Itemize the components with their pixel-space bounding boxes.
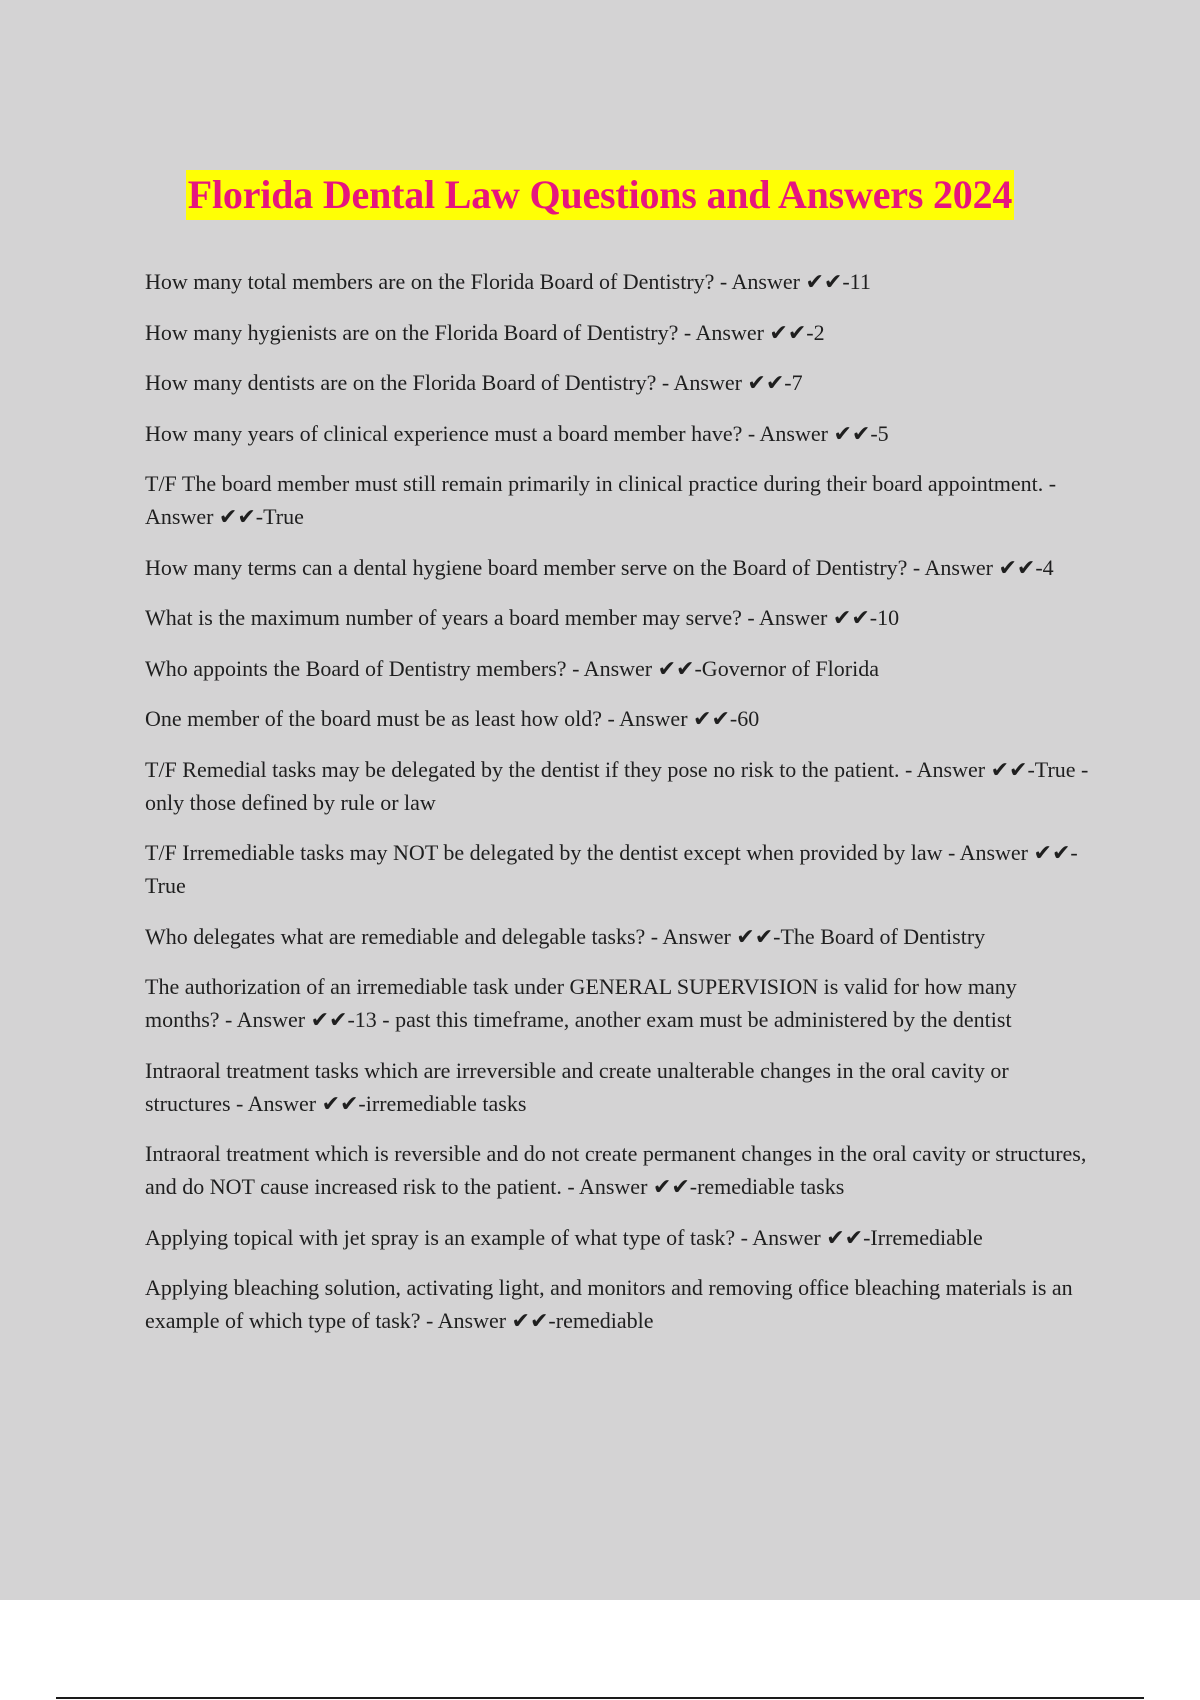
qa-item: How many total members are on the Florida Board of Dentistry? - Answer ✔✔-11 (145, 269, 871, 294)
qa-item: Intraoral treatment tasks which are irreversible and create unalterable changes in the oral cavity or structures - Answer ✔✔-irremediable tasks (145, 1057, 1009, 1116)
qa-item: One member of the board must be as least how old? - Answer ✔✔-60 (145, 706, 760, 731)
qa-item: Intraoral treatment which is reversible and do not create permanent changes in the oral cavity or structures, and do NOT cause increased risk to the patient. - Answer ✔✔-remediable tasks (145, 1141, 1087, 1199)
qa-item: T/F The board member must still remain primarily in clinical practice during their board appointment. - Answer ✔✔-True (145, 471, 1057, 529)
qa-item: Applying topical with jet spray is an example of what type of task? - Answer ✔✔-Irremediable (145, 1224, 983, 1250)
qa-item: How many dentists are on the Florida Board of Dentistry? - Answer ✔✔-7 (145, 370, 803, 395)
qa-item: Applying bleaching solution, activating light, and monitors and removing office bleaching materials is an example of which type of task? - Answer ✔✔-remediable (145, 1275, 1073, 1333)
qa-item: How many years of clinical experience must a board member have? - Answer ✔✔-5 (145, 420, 889, 446)
qa-item: What is the maximum number of years a board member may serve? - Answer ✔✔-10 (145, 605, 900, 630)
qa-item: The authorization of an irremediable task under GENERAL SUPERVISION is valid for how many months? - Answer ✔✔-13 - past this timeframe, another exam must be administered by the dentist (145, 974, 1017, 1032)
qa-list (145, 265, 1095, 1355)
title-container (0, 170, 1200, 220)
qa-item: How many hygienists are on the Florida Board of Dentistry? - Answer ✔✔-2 (145, 319, 825, 345)
qa-item: How many terms can a dental hygiene board member serve on the Board of Dentistry? - Answer ✔✔-4 (145, 554, 1054, 580)
qa-item: T/F Remedial tasks may be delegated by the dentist if they pose no risk to the patient. - Answer ✔✔-True - only those defined by rule or law (145, 756, 1089, 815)
footer-divider (56, 1697, 1144, 1699)
document-title: Florida Dental Law Questions and Answers 2024 (186, 170, 1014, 220)
qa-item: T/F Irremediable tasks may NOT be delegated by the dentist except when provided by law - Answer ✔✔-True (145, 840, 1078, 898)
qa-item: Who appoints the Board of Dentistry members? - Answer ✔✔-Governor of Florida (145, 655, 879, 681)
qa-item: Who delegates what are remediable and delegable tasks? - Answer ✔✔-The Board of Dentistry (145, 923, 986, 949)
